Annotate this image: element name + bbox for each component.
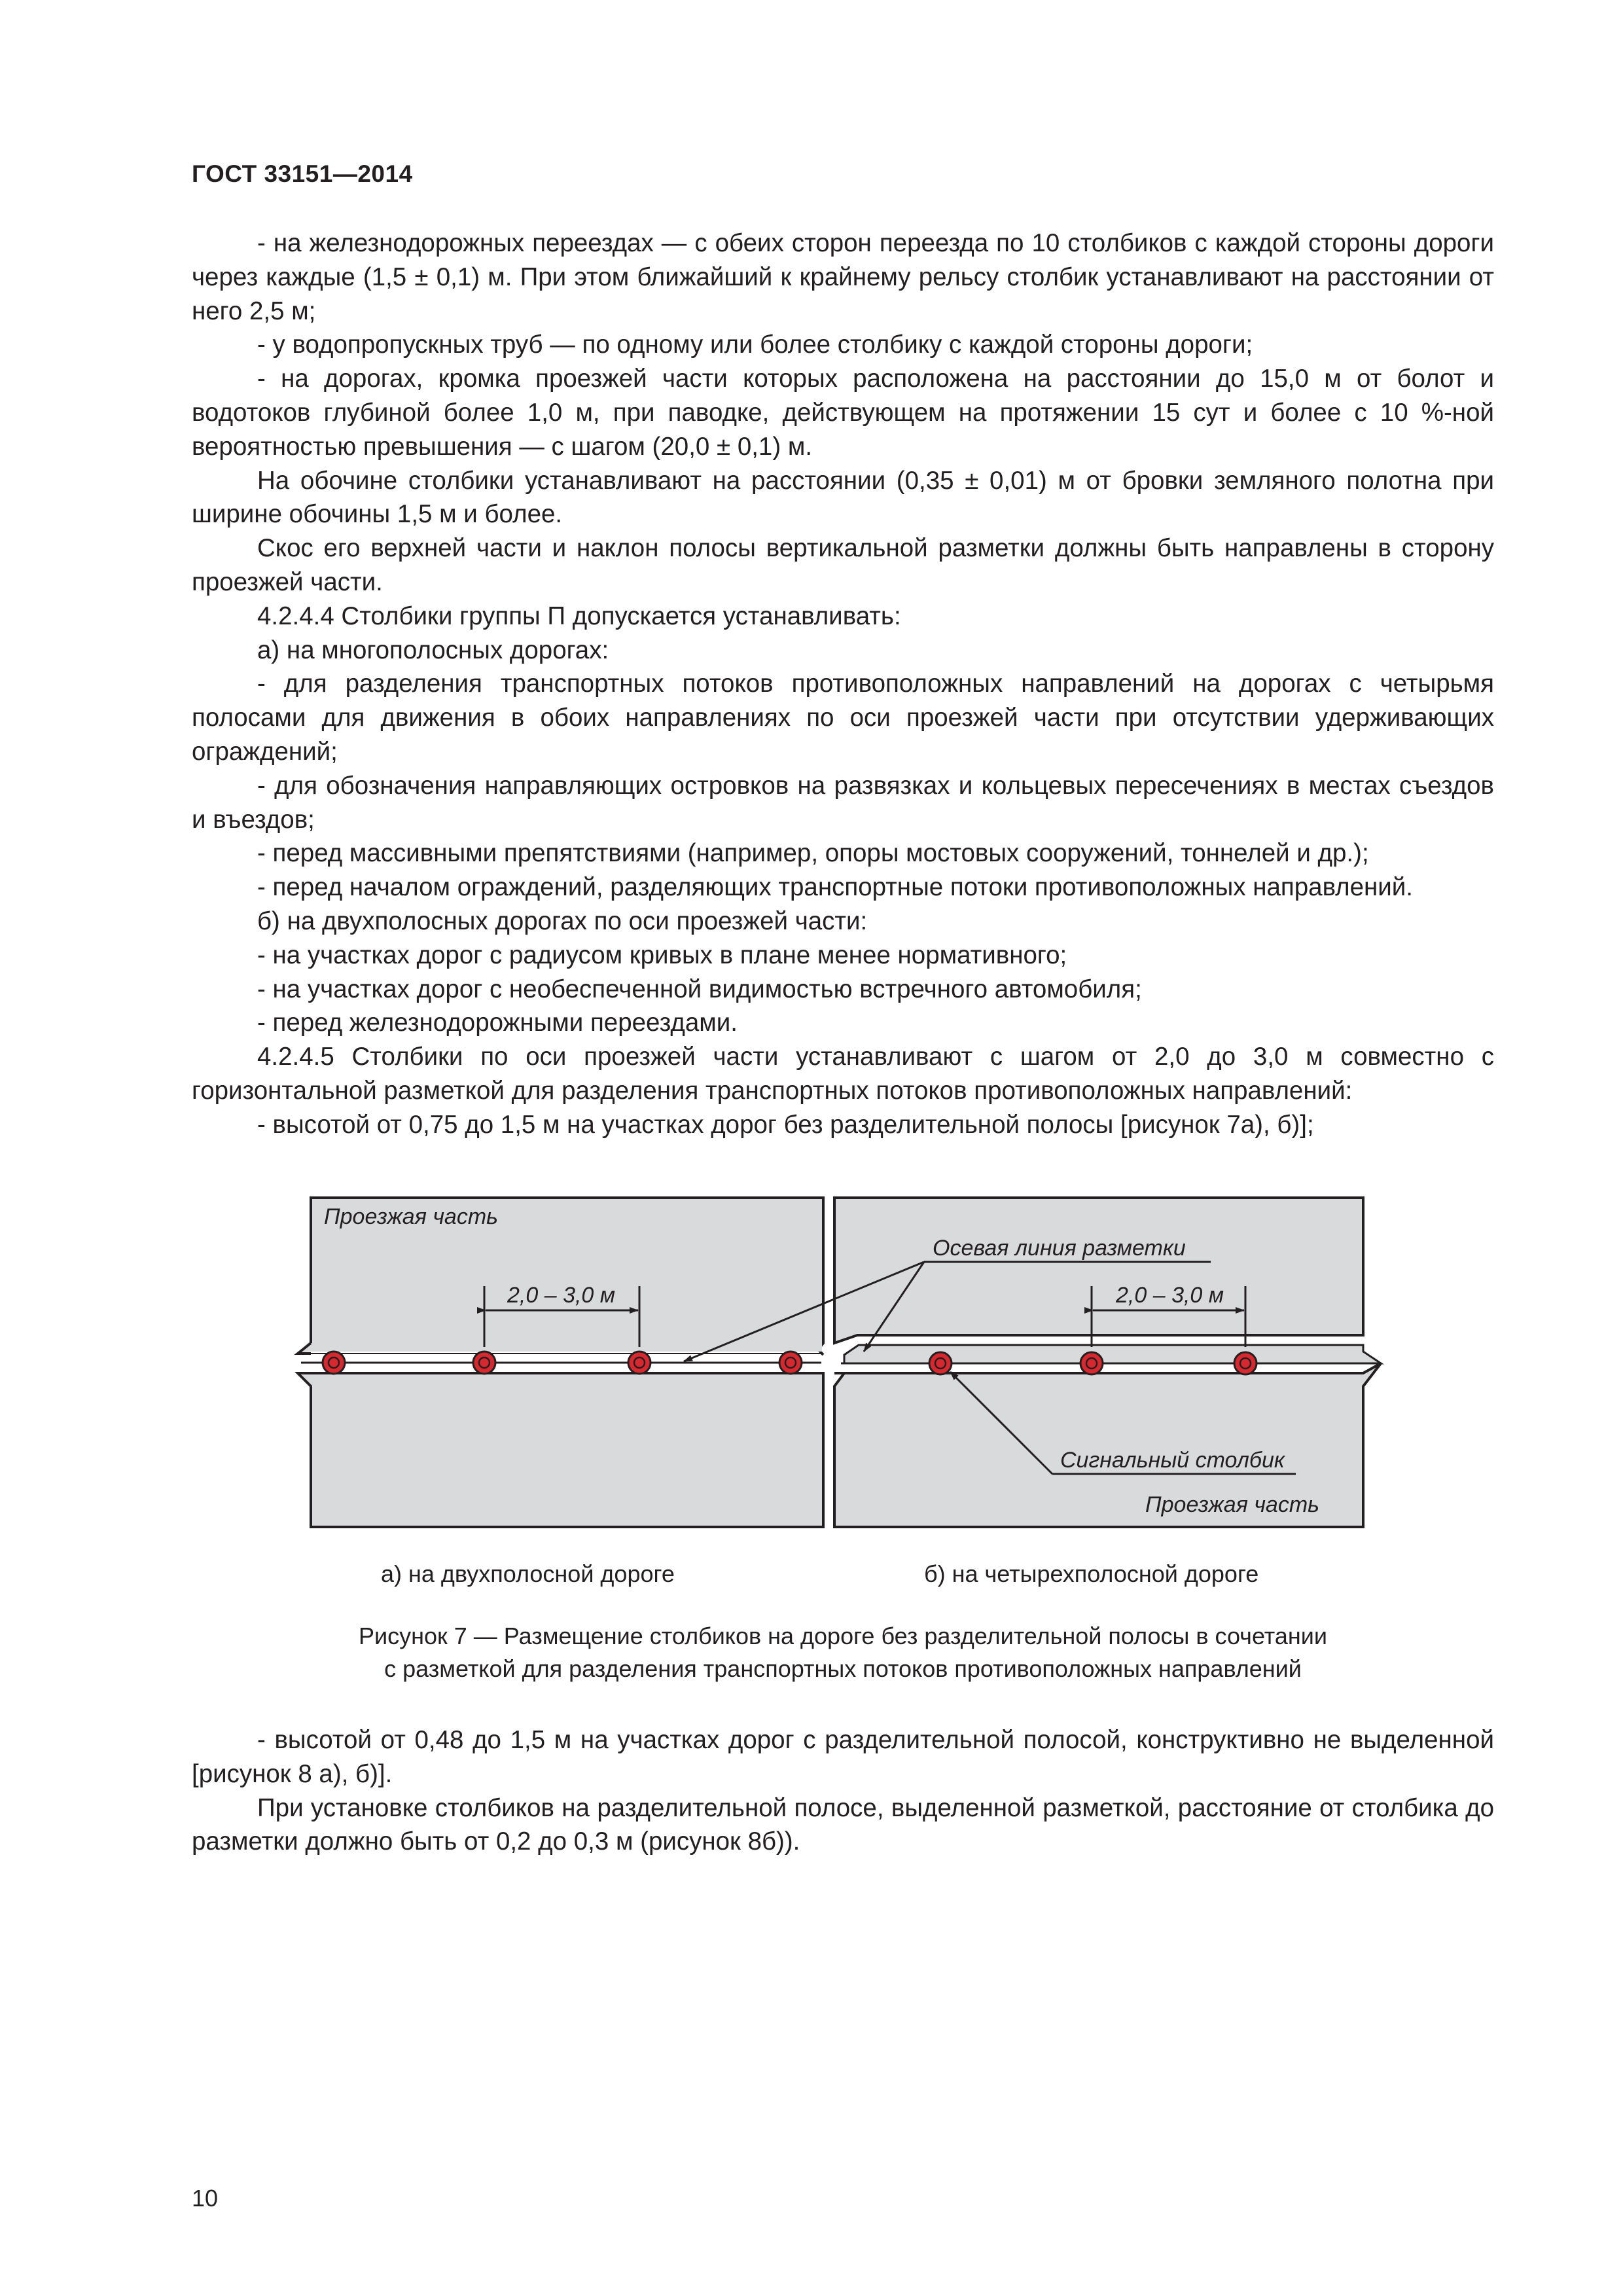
signal-post-core	[785, 1357, 796, 1368]
spacing-label-a: 2,0 – 3,0 м	[507, 1283, 616, 1308]
roadway-upper-right	[834, 1198, 1363, 1343]
signal-post-core	[1240, 1358, 1251, 1369]
paragraph: - для разделения транспортных потоков противоположных направлений на дорогах с четырьмя полосами для движения в обоих направлениях по оси проезжей части при отсутствии удерживающих ограждений;	[192, 670, 1494, 766]
panel-a-two-lane-road	[298, 1198, 823, 1527]
paragraph: - у водопропускных труб — по одному или более столбику с каждой стороны дороги;	[257, 331, 1253, 359]
caption-line-2: с разметкой для разделения транспортных потоков противоположных направлений	[384, 1655, 1302, 1682]
subcaption-a: а) на двухполосной дороге	[381, 1560, 675, 1587]
paragraph: - на дорогах, кромка проезжей части которых расположена на расстоянии до 15,0 м от болот и водотоков глубиной более 1,0 м, при паводке, действующем на протяжении 15 сут и более с 10 %-ной вероятностью превышения — с шагом (20,0 ± 0,1) м.	[192, 365, 1494, 461]
paragraph: а) на многополосных дорогах:	[257, 636, 609, 664]
paragraph: 4.2.4.4 Столбики группы П допускается устанавливать:	[257, 601, 901, 630]
lane-strip-right	[844, 1345, 1381, 1363]
roadway-label-a: Проезжая часть	[324, 1204, 499, 1229]
roadway-label-b: Проезжая часть	[1145, 1492, 1320, 1517]
signal-post-core	[634, 1357, 645, 1368]
figure-caption	[192, 1620, 1494, 1685]
signal-post-core	[1086, 1358, 1097, 1369]
roadway-lower-left	[298, 1373, 823, 1527]
paragraph: - перед железнодорожными переездами.	[257, 1009, 738, 1037]
document-header: ГОСТ 33151—2014	[192, 160, 413, 187]
spacing-label-b: 2,0 – 3,0 м	[1116, 1283, 1224, 1308]
paragraph: - на железнодорожных переездах — с обеих сторон переезда по 10 столбиков с каждой стороны дороги через каждые (1,5 ± 0,1) м. При этом ближайший к крайнему рельсу столбик устанавливают на расстоянии от него 2,5 м;	[192, 229, 1494, 325]
paragraph: Скос его верхней части и наклон полосы вертикальной разметки должны быть направлены в сторону проезжей части.	[192, 534, 1494, 596]
body-text-bottom	[192, 1723, 1494, 1859]
body-text-top	[192, 226, 1494, 1142]
signal-post-core	[479, 1357, 490, 1368]
axis-line-label: Осевая линия разметки	[933, 1236, 1186, 1261]
signal-post-core	[935, 1358, 946, 1369]
paragraph: - высотой от 0,48 до 1,5 м на участках дорог с разделительной полосой, конструктивно не выделенной [рисунок 8 а), б)].	[192, 1726, 1494, 1788]
page-number: 10	[192, 2185, 219, 2212]
paragraph: - перед массивными препятствиями (например, опоры мостовых сооружений, тоннелей и др.);	[257, 839, 1369, 868]
paragraph: б) на двухполосных дорогах по оси проезжей части:	[257, 906, 868, 935]
signal-post-core	[329, 1357, 339, 1368]
figure-7-diagram	[0, 1178, 1623, 1545]
paragraph: - на участках дорог с необеспеченной видимостью встречного автомобиля;	[257, 975, 1142, 1003]
subcaption-b: б) на четырехполосной дороге	[924, 1560, 1259, 1587]
caption-line-1: Рисунок 7 — Размещение столбиков на дороге без разделительной полосы в сочетании	[359, 1623, 1327, 1649]
paragraph: 4.2.4.5 Столбики по оси проезжей части устанавливают с шагом от 2,0 до 3,0 м совместно с горизонтальной разметкой для разделения транспортных потоков противоположных направлений:	[192, 1043, 1494, 1105]
paragraph: - для обозначения направляющих островков на развязках и кольцевых пересечениях в местах съездов и въездов;	[192, 771, 1494, 834]
paragraph: - высотой от 0,75 до 1,5 м на участках дорог без разделительной полосы [рисунок 7а), б)];	[257, 1110, 1314, 1139]
paragraph: - на участках дорог с радиусом кривых в плане менее нормативного;	[257, 941, 1067, 969]
paragraph: На обочине столбики устанавливают на расстоянии (0,35 ± 0,01) м от бровки земляного полотна при ширине обочины 1,5 м и более.	[192, 466, 1494, 529]
paragraph: - перед началом ограждений, разделяющих транспортные потоки противоположных направлений.	[257, 873, 1413, 902]
paragraph: При установке столбиков на разделительной полосе, выделенной разметкой, расстояние от столбика до разметки должно быть от 0,2 до 0,3 м (рисунок 8б)).	[192, 1793, 1494, 1856]
signal-post-label: Сигнальный столбик	[1060, 1448, 1285, 1473]
